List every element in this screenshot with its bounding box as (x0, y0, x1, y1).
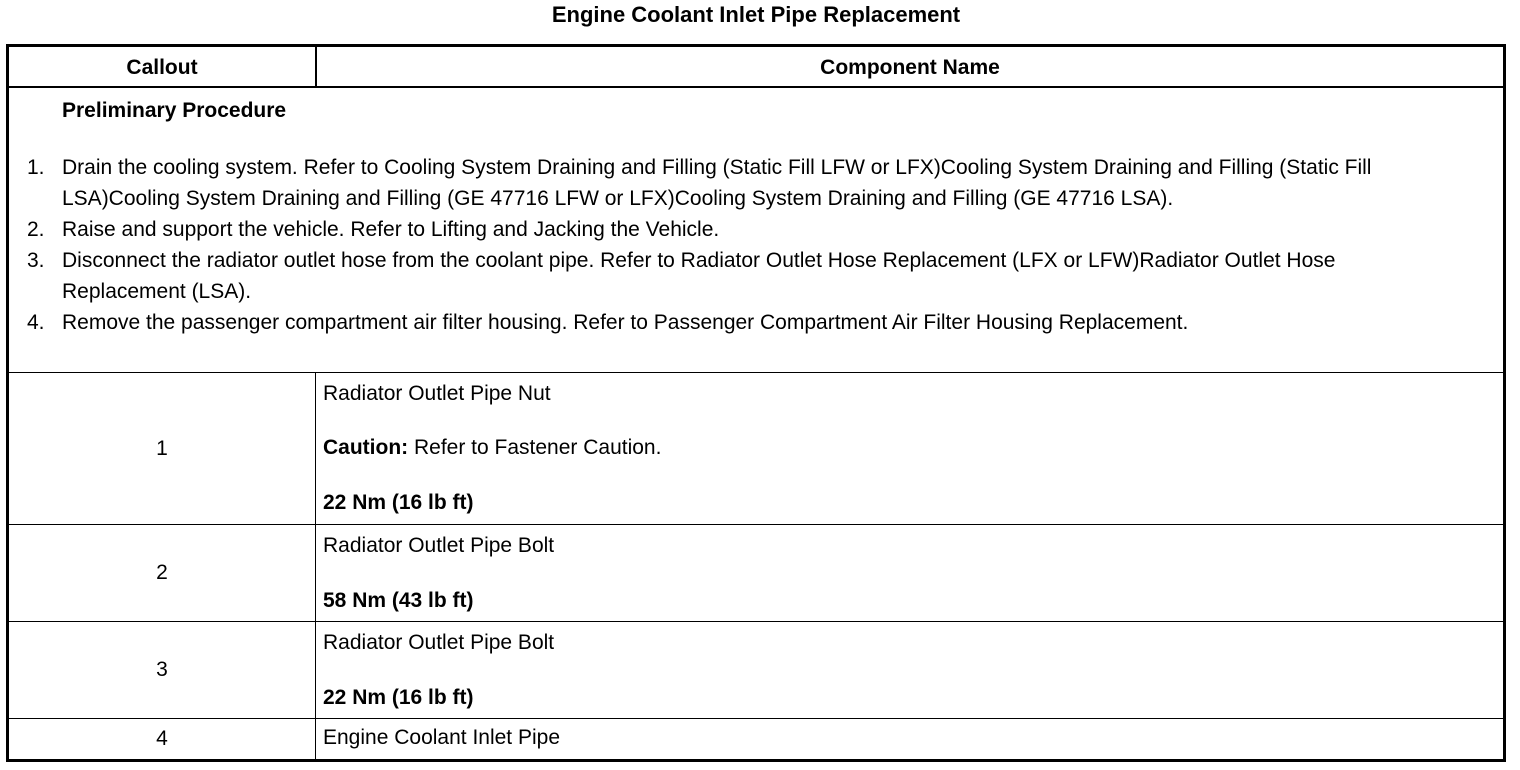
step-text: Drain the cooling system. Refer to Cooling System Draining and Filling (Static Fill LFW or LFX)Cooling System Draining and Filling (Static Fill LSA)Cooling System Draining and Filling (GE 47716 LFW or LFX)Cooling System Draining and Filling (GE 47716 LSA). (62, 156, 1372, 210)
preliminary-procedure-section (9, 88, 1503, 373)
table-row (9, 719, 1503, 759)
component-cell (316, 719, 1503, 759)
list-item (9, 152, 1489, 214)
table-header-row (9, 47, 1503, 88)
step-number: 4. (27, 311, 45, 334)
step-number: 3. (27, 249, 45, 272)
component-name: Radiator Outlet Pipe Nut (323, 382, 551, 405)
step-text: Raise and support the vehicle. Refer to Lifting and Jacking the Vehicle. (62, 218, 720, 241)
component-name: Radiator Outlet Pipe Bolt (323, 631, 555, 654)
step-text: Remove the passenger compartment air filter housing. Refer to Passenger Compartment Air Filter Housing Replacement. (62, 311, 1189, 334)
table-row (9, 373, 1503, 525)
torque-spec: 22 Nm (16 lb ft) (323, 686, 474, 709)
list-item (9, 245, 1489, 307)
component-cell (316, 622, 1503, 718)
list-item (9, 307, 1489, 338)
preliminary-steps-list (9, 152, 1489, 338)
component-name: Radiator Outlet Pipe Bolt (323, 534, 555, 557)
step-text: Disconnect the radiator outlet hose from the coolant pipe. Refer to Radiator Outlet Hose Replacement (LFX or LFW)Radiator Outlet Hose Replacement (LSA). (62, 249, 1336, 303)
component-cell (316, 525, 1503, 621)
callout-cell: 3 (9, 622, 316, 718)
preliminary-procedure-title: Preliminary Procedure (62, 99, 287, 122)
callout-cell: 4 (9, 719, 316, 759)
document-title: Engine Coolant Inlet Pipe Replacement (551, 2, 961, 27)
list-item (9, 214, 1489, 245)
table-row (9, 622, 1503, 719)
header-callout: Callout (9, 47, 317, 86)
caution-text: Refer to Fastener Caution. (408, 436, 662, 459)
header-component-name: Component Name (820, 56, 1000, 79)
component-cell (316, 373, 1503, 524)
torque-spec: 58 Nm (43 lb ft) (323, 589, 474, 612)
torque-spec: 22 Nm (16 lb ft) (323, 491, 474, 514)
procedure-table (6, 44, 1506, 762)
caution-label: Caution: (323, 436, 409, 459)
table-row (9, 525, 1503, 622)
step-number: 1. (27, 156, 45, 179)
callout-cell: 1 (9, 373, 316, 524)
caution-note (323, 436, 661, 460)
step-number: 2. (27, 218, 45, 241)
callout-cell: 2 (9, 525, 316, 621)
component-name: Engine Coolant Inlet Pipe (323, 726, 560, 749)
